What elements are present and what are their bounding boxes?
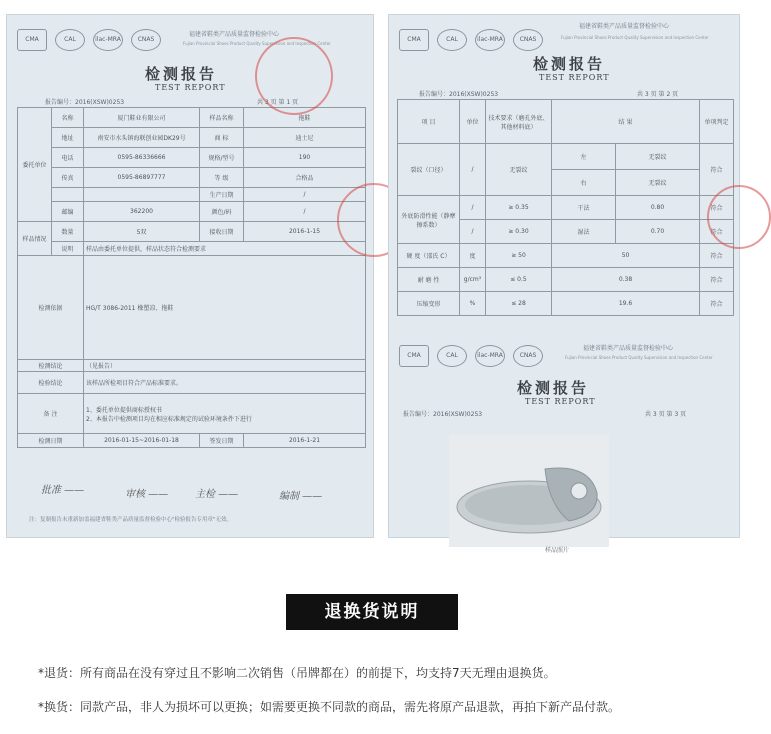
cell-result: 0.70 <box>616 220 700 244</box>
cell-requirement: ≥ 0.30 <box>486 220 552 244</box>
signature-2: 审核 —— <box>125 489 169 500</box>
cma-logo: CMA <box>399 345 429 367</box>
table-row <box>18 372 366 394</box>
table-row <box>18 148 366 168</box>
cell-value: 厦门鞋业有限公司 <box>84 108 200 128</box>
cell-unit: / <box>460 144 486 196</box>
table-row <box>18 394 366 434</box>
cell-key: 电话 <box>52 148 84 168</box>
cell-requirement: ≤ 0.5 <box>486 268 552 292</box>
basis-label: 检测依据 <box>18 256 84 360</box>
cell-value: 0595-86897777 <box>84 168 200 188</box>
cell-key: 传真 <box>52 168 84 188</box>
slipper-badge <box>571 483 587 499</box>
cell-key: 样品名称 <box>200 108 244 128</box>
header-requirement: 技术要求（磨孔外底、其他材料底） <box>486 100 552 144</box>
table-row <box>18 222 366 242</box>
issue-label: 签发日期 <box>200 434 244 448</box>
cell-verdict: 符合 <box>700 196 734 220</box>
cell-result: 0.80 <box>616 196 700 220</box>
page-indicator: 共 3 页 第 1 页 <box>257 99 299 106</box>
slipper-image <box>449 435 609 547</box>
cell-value: 迪士尼 <box>244 128 366 148</box>
header-result: 结 果 <box>552 100 700 144</box>
cell-key: 接收日期 <box>200 222 244 242</box>
agency-name-cn: 福建省鞋类产品质量监督检验中心 <box>579 23 670 30</box>
cell-unit: % <box>460 292 486 316</box>
table-row <box>398 268 734 292</box>
cell-result: 无裂纹 <box>616 170 700 196</box>
remark-value <box>84 394 366 434</box>
table-row <box>398 144 734 170</box>
report-subtitle: TEST REPORT <box>155 83 226 92</box>
table-row <box>18 434 366 448</box>
cell-value: 合格品 <box>244 168 366 188</box>
report-subtitle: TEST REPORT <box>525 397 596 406</box>
official-seal-stamp <box>255 37 333 115</box>
cell-value: 拖鞋 <box>244 108 366 128</box>
cell-verdict: 符合 <box>700 244 734 268</box>
cell-key <box>52 188 84 202</box>
photo-caption: 样品照片 <box>545 547 570 554</box>
signature-1: 批准 —— <box>41 485 85 496</box>
cma-logo: CMA <box>17 29 47 51</box>
cell-value: 样品由委托单位提供，样品状态符合检测要求 <box>84 242 366 256</box>
table-row <box>18 256 366 360</box>
report-title: 检测报告 <box>145 65 218 83</box>
signature-4: 编制 —— <box>279 491 323 502</box>
table-header-row <box>398 100 734 144</box>
certification-logos <box>17 29 161 51</box>
remark-line-1: 1、委托单位提供商标授权书 <box>86 406 162 414</box>
cell-key: 说明 <box>52 242 84 256</box>
cell-key: 商 标 <box>200 128 244 148</box>
cell-item: 硬 度（邵氏 C） <box>398 244 460 268</box>
cell-verdict: 符合 <box>700 220 734 244</box>
agency-name-en: Fujian Provincial Shoes Product Quality Supervision and Inspection Center <box>565 355 713 360</box>
header-item: 项 目 <box>398 100 460 144</box>
official-seal-stamp <box>707 185 771 249</box>
cell-value: / <box>244 202 366 222</box>
cell-value: 南安市水头镇海联创业园DK29号 <box>84 128 200 148</box>
table-row <box>18 202 366 222</box>
cell-value: 190 <box>244 148 366 168</box>
cell-value: 5双 <box>84 222 200 242</box>
cell-requirement: 无裂纹 <box>486 144 552 196</box>
sample-photo <box>449 435 609 547</box>
signature-3: 主检 —— <box>195 489 239 500</box>
cell-requirement: ≥ 50 <box>486 244 552 268</box>
agency-name-cn: 福建省鞋类产品质量监督检验中心 <box>189 31 280 38</box>
test-results-table <box>397 99 734 316</box>
result-value: 该样品所检项目符合产品标准要求。 <box>84 372 366 394</box>
cell-unit: / <box>460 196 486 220</box>
test-report-page-1 <box>6 14 374 538</box>
table-row <box>398 244 734 268</box>
cell-item: 裂纹（口径） <box>398 144 460 196</box>
basis-value: HG/T 3086-2011 橡塑凉、拖鞋 <box>84 256 366 360</box>
report-number: 报告编号：2016(XSW)0253 <box>403 411 483 418</box>
cal-logo: CAL <box>437 345 467 367</box>
page-indicator: 共 3 页 第 2 页 <box>637 91 679 98</box>
table-row <box>18 108 366 128</box>
cell-verdict: 符合 <box>700 268 734 292</box>
table-row <box>18 242 366 256</box>
header-verdict: 单项判定 <box>700 100 734 144</box>
sample-group-label: 样品情况 <box>18 222 52 256</box>
report-footnote: 注：复制报告未重新加盖福建省鞋类产品质量监督检验中心"检验报告专用章"无效。 <box>29 517 233 523</box>
cell-result: 0.38 <box>552 268 700 292</box>
return-policy-title: 退换货说明 <box>286 594 458 630</box>
period-label: 检测日期 <box>18 434 84 448</box>
ilac-mra-logo: ilac-MRA <box>475 29 505 51</box>
report-title: 检测报告 <box>517 379 590 397</box>
test-report-page-2 <box>388 14 740 554</box>
page-indicator: 共 3 页 第 3 页 <box>645 411 687 418</box>
cal-logo: CAL <box>437 29 467 51</box>
cma-logo: CMA <box>399 29 429 51</box>
ilac-mra-logo: ilac-MRA <box>93 29 123 51</box>
agency-name-cn: 福建省鞋类产品质量监督检验中心 <box>583 345 674 352</box>
cell-key: 等 级 <box>200 168 244 188</box>
table-row <box>18 188 366 202</box>
cell-unit: / <box>460 220 486 244</box>
report-subtitle: TEST REPORT <box>539 73 610 82</box>
issue-value: 2016-1-21 <box>244 434 366 448</box>
cell-item: 耐 磨 性 <box>398 268 460 292</box>
remark-line-2: 2、本报告中检测项目均在相应标准规定的试验环境条件下进行 <box>86 415 252 423</box>
cnas-logo: CNAS <box>131 29 161 51</box>
cell-key: 颜色/码 <box>200 202 244 222</box>
ilac-mra-logo: ilac-MRA <box>475 345 505 367</box>
certification-logos <box>399 345 543 367</box>
report-number: 报告编号：2016(XSW)0253 <box>45 99 125 106</box>
period-value: 2016-01-15~2016-01-18 <box>84 434 200 448</box>
cell-sub: 湿法 <box>552 220 616 244</box>
table-row <box>398 292 734 316</box>
table-row <box>18 128 366 148</box>
exchange-policy-text: *换货：同款产品，非人为损坏可以更换；如需要更换不同款的商品，需先将原产品退款，再拍下新产品付款。 <box>38 700 621 714</box>
cell-value: 0595-86336666 <box>84 148 200 168</box>
cell-value: 362200 <box>84 202 200 222</box>
agency-name-en: Fujian Provincial Shoes Product Quality Supervision and Inspection Center <box>183 41 331 46</box>
cell-sub: 右 <box>552 170 616 196</box>
cell-sub: 左 <box>552 144 616 170</box>
cell-unit: g/cm³ <box>460 268 486 292</box>
certification-logos <box>399 29 543 51</box>
table-row <box>18 168 366 188</box>
cell-key: 名称 <box>52 108 84 128</box>
return-policy-text: *退货：所有商品在没有穿过且不影响二次销售（吊牌都在）的前提下，均支持7天无理由退换货。 <box>38 666 556 680</box>
result-label: 检验结论 <box>18 372 84 394</box>
table-row <box>398 196 734 220</box>
cell-value: / <box>244 188 366 202</box>
cell-value <box>84 188 200 202</box>
cell-result: 50 <box>552 244 700 268</box>
agency-name-en: Fujian Provincial Shoes Product Quality Supervision and Inspection Center <box>561 35 709 40</box>
header-unit: 单位 <box>460 100 486 144</box>
cell-requirement: ≥ 0.35 <box>486 196 552 220</box>
cell-key: 生产日期 <box>200 188 244 202</box>
report-number: 报告编号：2016(XSW)0253 <box>419 91 499 98</box>
client-group-label: 委托单位 <box>18 108 52 222</box>
cell-key: 规格/型号 <box>200 148 244 168</box>
remark-label: 备 注 <box>18 394 84 434</box>
cell-unit: 度 <box>460 244 486 268</box>
cell-verdict: 符合 <box>700 292 734 316</box>
table-row <box>18 360 366 372</box>
conclusion-value: （见报告） <box>84 360 366 372</box>
cell-item: 压缩变形 <box>398 292 460 316</box>
cell-key: 邮编 <box>52 202 84 222</box>
cell-value: 2016-1-15 <box>244 222 366 242</box>
cell-key: 地址 <box>52 128 84 148</box>
cnas-logo: CNAS <box>513 345 543 367</box>
cell-verdict: 符合 <box>700 144 734 196</box>
cell-requirement: ≤ 28 <box>486 292 552 316</box>
sample-info-table <box>17 107 366 448</box>
cell-key: 数量 <box>52 222 84 242</box>
cell-sub: 干法 <box>552 196 616 220</box>
conclusion-label: 检测结论 <box>18 360 84 372</box>
report-title: 检测报告 <box>533 55 606 73</box>
cell-item: 外底防滑性能（静摩擦系数） <box>398 196 460 244</box>
cnas-logo: CNAS <box>513 29 543 51</box>
cell-result: 无裂纹 <box>616 144 700 170</box>
cal-logo: CAL <box>55 29 85 51</box>
cell-result: 19.6 <box>552 292 700 316</box>
